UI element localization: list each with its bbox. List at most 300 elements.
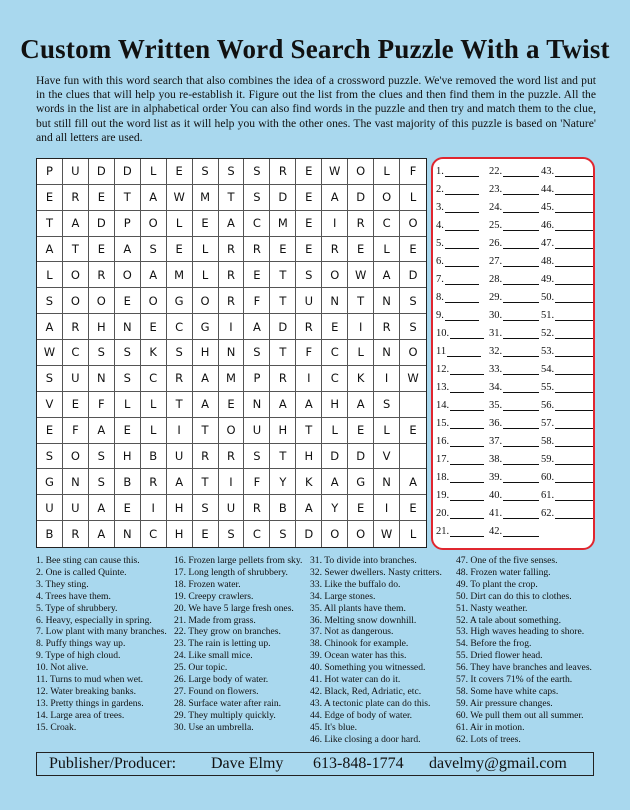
answer-blank-line[interactable] bbox=[450, 472, 484, 483]
answer-blank-line[interactable] bbox=[503, 328, 539, 339]
grid-cell[interactable]: A bbox=[322, 185, 348, 211]
answer-slot[interactable] bbox=[489, 271, 539, 285]
grid-cell[interactable]: S bbox=[219, 521, 245, 547]
answer-blank-line[interactable] bbox=[445, 202, 479, 213]
grid-cell[interactable]: S bbox=[244, 444, 270, 470]
grid-cell[interactable]: R bbox=[89, 262, 115, 288]
grid-cell[interactable]: M bbox=[270, 211, 296, 237]
answer-blank-line[interactable] bbox=[555, 328, 593, 339]
answer-slot[interactable] bbox=[436, 217, 479, 231]
grid-cell[interactable]: O bbox=[348, 521, 374, 547]
grid-cell[interactable]: S bbox=[296, 262, 322, 288]
answer-slot[interactable] bbox=[489, 163, 539, 177]
answer-slot[interactable] bbox=[489, 181, 539, 195]
grid-cell[interactable]: L bbox=[115, 392, 141, 418]
answer-slot[interactable] bbox=[436, 343, 481, 357]
answer-slot[interactable] bbox=[489, 289, 539, 303]
grid-cell[interactable]: H bbox=[167, 495, 193, 521]
grid-cell[interactable]: L bbox=[167, 211, 193, 237]
answer-slot[interactable] bbox=[541, 487, 593, 501]
answer-slot[interactable] bbox=[541, 433, 593, 447]
grid-cell[interactable]: E bbox=[115, 495, 141, 521]
grid-cell[interactable]: W bbox=[167, 185, 193, 211]
grid-cell[interactable]: E bbox=[115, 418, 141, 444]
answer-slot[interactable] bbox=[436, 361, 484, 375]
grid-cell[interactable]: N bbox=[219, 340, 245, 366]
grid-cell[interactable]: I bbox=[374, 366, 400, 392]
answer-slot[interactable] bbox=[436, 523, 484, 537]
grid-cell[interactable]: F bbox=[400, 159, 426, 185]
answer-slot[interactable] bbox=[436, 181, 479, 195]
grid-cell[interactable]: G bbox=[37, 469, 63, 495]
grid-cell[interactable]: T bbox=[270, 262, 296, 288]
answer-slot[interactable] bbox=[541, 199, 593, 213]
grid-cell[interactable]: V bbox=[374, 444, 400, 470]
grid-cell[interactable]: H bbox=[296, 444, 322, 470]
answer-blank-line[interactable] bbox=[450, 526, 484, 537]
grid-cell[interactable]: A bbox=[374, 262, 400, 288]
grid-cell[interactable]: R bbox=[63, 521, 89, 547]
grid-cell[interactable]: O bbox=[322, 262, 348, 288]
grid-cell[interactable]: U bbox=[244, 418, 270, 444]
answer-slot[interactable] bbox=[541, 271, 593, 285]
answer-blank-line[interactable] bbox=[555, 490, 593, 501]
grid-cell[interactable]: E bbox=[37, 185, 63, 211]
answer-blank-line[interactable] bbox=[555, 256, 593, 267]
grid-cell[interactable]: U bbox=[296, 288, 322, 314]
grid-cell[interactable]: D bbox=[89, 211, 115, 237]
answer-blank-line[interactable] bbox=[450, 454, 484, 465]
answer-blank-line[interactable] bbox=[555, 382, 593, 393]
grid-cell[interactable]: L bbox=[193, 262, 219, 288]
grid-cell[interactable]: A bbox=[348, 392, 374, 418]
answer-slot[interactable] bbox=[541, 307, 593, 321]
answer-blank-line[interactable] bbox=[450, 364, 484, 375]
grid-cell[interactable]: G bbox=[193, 314, 219, 340]
answer-slot[interactable] bbox=[489, 199, 539, 213]
grid-cell[interactable]: O bbox=[374, 185, 400, 211]
answer-blank-line[interactable] bbox=[503, 364, 539, 375]
grid-cell[interactable]: T bbox=[270, 444, 296, 470]
answer-blank-line[interactable] bbox=[555, 400, 593, 411]
grid-cell[interactable]: G bbox=[167, 288, 193, 314]
answer-slot[interactable] bbox=[436, 451, 484, 465]
grid-cell[interactable]: S bbox=[400, 288, 426, 314]
grid-cell[interactable]: T bbox=[115, 185, 141, 211]
grid-cell[interactable]: S bbox=[141, 237, 167, 263]
grid-cell[interactable]: T bbox=[37, 211, 63, 237]
grid-cell[interactable]: F bbox=[296, 340, 322, 366]
grid-cell[interactable]: N bbox=[89, 366, 115, 392]
grid-cell[interactable]: S bbox=[89, 444, 115, 470]
answer-blank-line[interactable] bbox=[555, 454, 593, 465]
answer-slot[interactable] bbox=[489, 397, 539, 411]
grid-cell[interactable]: O bbox=[63, 288, 89, 314]
grid-cell[interactable]: E bbox=[63, 392, 89, 418]
answer-slot[interactable] bbox=[436, 505, 484, 519]
grid-cell[interactable]: N bbox=[374, 469, 400, 495]
grid-cell[interactable]: H bbox=[167, 521, 193, 547]
answer-slot[interactable] bbox=[541, 235, 593, 249]
grid-cell[interactable]: C bbox=[141, 521, 167, 547]
answer-slot[interactable] bbox=[436, 379, 484, 393]
grid-cell[interactable]: E bbox=[193, 521, 219, 547]
answer-blank-line[interactable] bbox=[447, 346, 481, 357]
grid-cell[interactable]: S bbox=[37, 366, 63, 392]
grid-cell[interactable]: W bbox=[322, 159, 348, 185]
answer-blank-line[interactable] bbox=[445, 292, 479, 303]
answer-blank-line[interactable] bbox=[450, 508, 484, 519]
answer-blank-line[interactable] bbox=[450, 328, 484, 339]
answer-blank-line[interactable] bbox=[503, 436, 539, 447]
answer-blank-line[interactable] bbox=[450, 418, 484, 429]
grid-cell[interactable]: P bbox=[244, 366, 270, 392]
grid-cell[interactable]: S bbox=[374, 392, 400, 418]
answer-slot[interactable] bbox=[436, 163, 479, 177]
answer-slot[interactable] bbox=[436, 289, 479, 303]
answer-blank-line[interactable] bbox=[450, 400, 484, 411]
answer-blank-line[interactable] bbox=[555, 274, 593, 285]
grid-cell[interactable]: O bbox=[63, 262, 89, 288]
grid-cell[interactable]: R bbox=[348, 211, 374, 237]
grid-cell[interactable]: E bbox=[193, 211, 219, 237]
grid-cell[interactable]: E bbox=[400, 495, 426, 521]
answer-blank-line[interactable] bbox=[555, 292, 593, 303]
grid-cell[interactable]: W bbox=[400, 366, 426, 392]
grid-cell[interactable]: S bbox=[115, 366, 141, 392]
answer-slot[interactable] bbox=[541, 505, 593, 519]
grid-cell[interactable]: W bbox=[374, 521, 400, 547]
grid-cell[interactable]: S bbox=[89, 340, 115, 366]
grid-cell[interactable]: L bbox=[322, 418, 348, 444]
grid-cell[interactable]: E bbox=[167, 237, 193, 263]
grid-cell[interactable]: L bbox=[141, 418, 167, 444]
answer-slot[interactable] bbox=[436, 325, 484, 339]
answer-slot[interactable] bbox=[541, 361, 593, 375]
grid-cell[interactable]: E bbox=[296, 237, 322, 263]
grid-cell[interactable]: D bbox=[322, 444, 348, 470]
grid-cell[interactable]: D bbox=[115, 159, 141, 185]
grid-cell[interactable]: T bbox=[296, 418, 322, 444]
grid-cell[interactable]: E bbox=[296, 211, 322, 237]
grid-cell[interactable]: E bbox=[348, 237, 374, 263]
answer-blank-line[interactable] bbox=[445, 184, 479, 195]
answer-blank-line[interactable] bbox=[503, 472, 539, 483]
answer-slot[interactable] bbox=[489, 253, 539, 267]
grid-cell[interactable]: A bbox=[89, 495, 115, 521]
answer-slot[interactable] bbox=[489, 361, 539, 375]
grid-cell[interactable]: M bbox=[193, 185, 219, 211]
grid-cell[interactable]: R bbox=[270, 159, 296, 185]
grid-cell[interactable]: S bbox=[400, 314, 426, 340]
grid-cell[interactable]: R bbox=[193, 444, 219, 470]
grid-cell[interactable] bbox=[400, 444, 426, 470]
answer-slot[interactable] bbox=[489, 469, 539, 483]
answer-slot[interactable] bbox=[436, 271, 479, 285]
grid-cell[interactable]: D bbox=[89, 159, 115, 185]
grid-cell[interactable]: T bbox=[270, 288, 296, 314]
answer-blank-line[interactable] bbox=[503, 490, 539, 501]
grid-cell[interactable]: A bbox=[193, 392, 219, 418]
answer-blank-line[interactable] bbox=[503, 418, 539, 429]
grid-cell[interactable]: E bbox=[400, 418, 426, 444]
answer-slot[interactable] bbox=[489, 523, 539, 537]
grid-cell[interactable]: N bbox=[115, 314, 141, 340]
answer-slot[interactable] bbox=[489, 433, 539, 447]
answer-blank-line[interactable] bbox=[445, 310, 479, 321]
grid-cell[interactable]: W bbox=[37, 340, 63, 366]
answer-slot[interactable] bbox=[541, 181, 593, 195]
grid-cell[interactable]: E bbox=[270, 237, 296, 263]
grid-cell[interactable]: S bbox=[193, 159, 219, 185]
answer-blank-line[interactable] bbox=[503, 166, 539, 177]
answer-slot[interactable] bbox=[541, 217, 593, 231]
grid-cell[interactable]: H bbox=[270, 418, 296, 444]
answer-blank-line[interactable] bbox=[503, 256, 539, 267]
grid-cell[interactable]: P bbox=[37, 159, 63, 185]
answer-slot[interactable] bbox=[436, 469, 484, 483]
grid-cell[interactable]: R bbox=[167, 366, 193, 392]
grid-cell[interactable]: T bbox=[270, 340, 296, 366]
grid-cell[interactable]: O bbox=[400, 340, 426, 366]
grid-cell[interactable]: O bbox=[115, 262, 141, 288]
answer-blank-line[interactable] bbox=[555, 418, 593, 429]
grid-cell[interactable]: R bbox=[322, 237, 348, 263]
answer-blank-line[interactable] bbox=[503, 526, 539, 537]
grid-cell[interactable]: S bbox=[115, 340, 141, 366]
answer-slot[interactable] bbox=[489, 217, 539, 231]
grid-cell[interactable]: Y bbox=[270, 469, 296, 495]
grid-cell[interactable]: V bbox=[37, 392, 63, 418]
grid-cell[interactable]: D bbox=[270, 185, 296, 211]
grid-cell[interactable]: S bbox=[193, 495, 219, 521]
grid-cell[interactable]: A bbox=[141, 185, 167, 211]
grid-cell[interactable]: R bbox=[270, 366, 296, 392]
grid-cell[interactable]: D bbox=[400, 262, 426, 288]
grid-cell[interactable]: Y bbox=[322, 495, 348, 521]
grid-cell[interactable]: N bbox=[374, 288, 400, 314]
grid-cell[interactable]: S bbox=[270, 521, 296, 547]
answer-slot[interactable] bbox=[489, 451, 539, 465]
grid-cell[interactable]: F bbox=[244, 288, 270, 314]
answer-slot[interactable] bbox=[436, 415, 484, 429]
answer-blank-line[interactable] bbox=[445, 238, 479, 249]
grid-cell[interactable]: E bbox=[167, 159, 193, 185]
grid-cell[interactable]: H bbox=[322, 392, 348, 418]
grid-cell[interactable]: E bbox=[348, 418, 374, 444]
grid-cell[interactable]: E bbox=[37, 418, 63, 444]
grid-cell[interactable] bbox=[400, 392, 426, 418]
grid-cell[interactable]: B bbox=[270, 495, 296, 521]
grid-cell[interactable]: B bbox=[141, 444, 167, 470]
answer-slot[interactable] bbox=[489, 415, 539, 429]
answer-slot[interactable] bbox=[541, 415, 593, 429]
grid-cell[interactable]: L bbox=[37, 262, 63, 288]
grid-cell[interactable]: M bbox=[219, 366, 245, 392]
answer-slot[interactable] bbox=[436, 253, 479, 267]
answer-blank-line[interactable] bbox=[503, 346, 539, 357]
grid-cell[interactable]: T bbox=[193, 469, 219, 495]
answer-blank-line[interactable] bbox=[503, 274, 539, 285]
answer-slot[interactable] bbox=[489, 325, 539, 339]
grid-cell[interactable]: S bbox=[37, 288, 63, 314]
answer-blank-line[interactable] bbox=[555, 166, 593, 177]
answer-slot[interactable] bbox=[436, 433, 484, 447]
answer-slot[interactable] bbox=[436, 397, 484, 411]
grid-cell[interactable]: F bbox=[89, 392, 115, 418]
grid-cell[interactable]: H bbox=[89, 314, 115, 340]
answer-blank-line[interactable] bbox=[555, 472, 593, 483]
grid-cell[interactable]: C bbox=[244, 521, 270, 547]
grid-cell[interactable]: W bbox=[348, 262, 374, 288]
grid-cell[interactable]: U bbox=[37, 495, 63, 521]
answer-slot[interactable] bbox=[436, 199, 479, 213]
grid-cell[interactable]: B bbox=[37, 521, 63, 547]
answer-slot[interactable] bbox=[541, 451, 593, 465]
grid-cell[interactable]: L bbox=[374, 237, 400, 263]
grid-cell[interactable]: N bbox=[115, 521, 141, 547]
answer-blank-line[interactable] bbox=[503, 382, 539, 393]
grid-cell[interactable]: L bbox=[409, 527, 417, 542]
grid-cell[interactable]: S bbox=[244, 159, 270, 185]
grid-cell[interactable]: D bbox=[348, 185, 374, 211]
answer-blank-line[interactable] bbox=[445, 220, 479, 231]
grid-cell[interactable]: E bbox=[141, 314, 167, 340]
grid-cell[interactable]: E bbox=[89, 185, 115, 211]
answer-blank-line[interactable] bbox=[503, 238, 539, 249]
grid-cell[interactable]: E bbox=[348, 495, 374, 521]
answer-slot[interactable] bbox=[489, 487, 539, 501]
grid-cell[interactable]: E bbox=[244, 262, 270, 288]
answer-blank-line[interactable] bbox=[503, 184, 539, 195]
answer-blank-line[interactable] bbox=[445, 256, 479, 267]
grid-cell[interactable]: H bbox=[115, 444, 141, 470]
grid-cell[interactable]: C bbox=[63, 340, 89, 366]
answer-slot[interactable] bbox=[489, 235, 539, 249]
answer-slot[interactable] bbox=[541, 253, 593, 267]
grid-cell[interactable]: A bbox=[63, 211, 89, 237]
grid-cell[interactable]: D bbox=[270, 314, 296, 340]
grid-cell[interactable]: F bbox=[244, 469, 270, 495]
grid-cell[interactable]: A bbox=[141, 262, 167, 288]
grid-cell[interactable]: U bbox=[219, 495, 245, 521]
grid-cell[interactable]: O bbox=[400, 211, 426, 237]
answer-slot[interactable] bbox=[436, 307, 479, 321]
grid-cell[interactable]: R bbox=[63, 185, 89, 211]
grid-cell[interactable]: A bbox=[296, 392, 322, 418]
grid-cell[interactable]: R bbox=[244, 237, 270, 263]
answer-slot[interactable] bbox=[489, 505, 539, 519]
grid-cell[interactable]: O bbox=[89, 288, 115, 314]
answer-blank-line[interactable] bbox=[555, 310, 593, 321]
grid-cell[interactable]: I bbox=[141, 495, 167, 521]
grid-cell[interactable]: I bbox=[167, 418, 193, 444]
grid-cell[interactable]: A bbox=[115, 237, 141, 263]
grid-cell[interactable]: R bbox=[219, 262, 245, 288]
grid-cell[interactable]: T bbox=[63, 237, 89, 263]
grid-cell[interactable]: H bbox=[193, 340, 219, 366]
answer-blank-line[interactable] bbox=[555, 220, 593, 231]
grid-cell[interactable]: P bbox=[115, 211, 141, 237]
grid-cell[interactable]: A bbox=[89, 521, 115, 547]
grid-cell[interactable]: A bbox=[244, 314, 270, 340]
answer-slot[interactable] bbox=[541, 343, 593, 357]
grid-cell[interactable]: K bbox=[348, 366, 374, 392]
grid-cell[interactable]: A bbox=[193, 366, 219, 392]
grid-cell[interactable]: R bbox=[244, 495, 270, 521]
answer-blank-line[interactable] bbox=[450, 490, 484, 501]
answer-blank-line[interactable] bbox=[450, 436, 484, 447]
answer-blank-line[interactable] bbox=[503, 202, 539, 213]
answer-blank-line[interactable] bbox=[445, 166, 479, 177]
grid-cell[interactable]: D bbox=[348, 444, 374, 470]
grid-cell[interactable]: C bbox=[244, 211, 270, 237]
answer-slot[interactable] bbox=[541, 397, 593, 411]
grid-cell[interactable]: S bbox=[167, 340, 193, 366]
grid-cell[interactable]: O bbox=[219, 418, 245, 444]
grid-cell[interactable]: I bbox=[322, 211, 348, 237]
answer-slot[interactable] bbox=[489, 379, 539, 393]
grid-cell[interactable]: G bbox=[348, 469, 374, 495]
answer-blank-line[interactable] bbox=[555, 508, 593, 519]
grid-cell[interactable]: A bbox=[270, 392, 296, 418]
grid-cell[interactable]: E bbox=[89, 237, 115, 263]
answer-slot[interactable] bbox=[541, 469, 593, 483]
answer-slot[interactable] bbox=[489, 343, 539, 357]
answer-blank-line[interactable] bbox=[450, 382, 484, 393]
grid-cell[interactable]: R bbox=[219, 444, 245, 470]
grid-cell[interactable]: S bbox=[219, 159, 245, 185]
grid-cell[interactable]: C bbox=[167, 314, 193, 340]
grid-cell[interactable]: A bbox=[400, 469, 426, 495]
answer-blank-line[interactable] bbox=[503, 220, 539, 231]
grid-cell[interactable]: R bbox=[63, 314, 89, 340]
grid-cell[interactable]: R bbox=[296, 314, 322, 340]
grid-cell[interactable]: O bbox=[193, 288, 219, 314]
grid-cell[interactable]: L bbox=[374, 418, 400, 444]
grid-cell[interactable]: D bbox=[296, 521, 322, 547]
grid-cell[interactable]: I bbox=[219, 314, 245, 340]
grid-cell[interactable]: L bbox=[193, 237, 219, 263]
grid-cell[interactable]: L bbox=[141, 392, 167, 418]
grid-cell[interactable]: A bbox=[167, 469, 193, 495]
grid-cell[interactable]: U bbox=[63, 495, 89, 521]
grid-cell[interactable]: E bbox=[115, 288, 141, 314]
grid-cell[interactable]: S bbox=[244, 340, 270, 366]
grid-cell[interactable]: K bbox=[141, 340, 167, 366]
grid-cell[interactable]: E bbox=[400, 237, 426, 263]
grid-cell[interactable]: O bbox=[348, 159, 374, 185]
grid-cell[interactable]: A bbox=[37, 314, 63, 340]
grid-cell[interactable]: R bbox=[141, 469, 167, 495]
grid-cell[interactable]: O bbox=[322, 521, 348, 547]
answer-slot[interactable] bbox=[541, 379, 593, 393]
answer-blank-line[interactable] bbox=[555, 346, 593, 357]
grid-cell[interactable]: L bbox=[400, 185, 426, 211]
grid-cell[interactable]: I bbox=[374, 495, 400, 521]
answer-blank-line[interactable] bbox=[503, 310, 539, 321]
grid-cell[interactable]: E bbox=[219, 392, 245, 418]
grid-cell[interactable]: C bbox=[374, 211, 400, 237]
grid-cell[interactable]: R bbox=[219, 237, 245, 263]
grid-cell[interactable]: K bbox=[296, 469, 322, 495]
grid-cell[interactable]: L bbox=[141, 159, 167, 185]
grid-cell[interactable]: N bbox=[374, 340, 400, 366]
grid-cell[interactable]: I bbox=[348, 314, 374, 340]
grid-cell[interactable]: O bbox=[63, 444, 89, 470]
grid-cell[interactable]: O bbox=[141, 288, 167, 314]
grid-cell[interactable]: N bbox=[322, 288, 348, 314]
